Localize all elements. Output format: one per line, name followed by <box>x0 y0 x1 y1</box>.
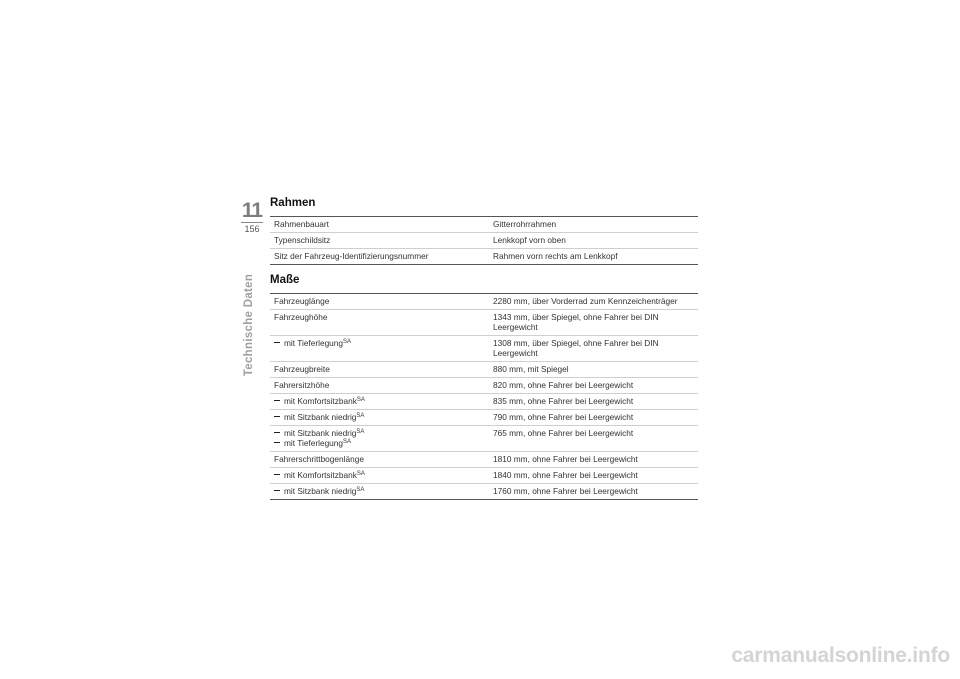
row-label-sub <box>270 394 489 410</box>
sub-label: mit Komfortsitzbank <box>284 396 357 406</box>
row-label-sub <box>270 484 489 500</box>
option-marker: SA <box>356 487 365 493</box>
chapter-number: 11 <box>241 199 263 222</box>
row-value: 1810 mm, ohne Fahrer bei Leergewicht <box>489 452 698 468</box>
row-value: 820 mm, ohne Fahrer bei Leergewicht <box>489 378 698 394</box>
row-label: Fahrzeughöhe <box>270 310 489 336</box>
section-heading-rahmen: Rahmen <box>270 197 316 209</box>
table-row <box>270 378 698 394</box>
row-value: 1760 mm, ohne Fahrer bei Leergewicht <box>489 484 698 500</box>
row-value: Lenkkopf vorn oben <box>489 233 698 249</box>
dash-icon <box>274 416 280 417</box>
table-row <box>270 394 698 410</box>
side-chapter-title-text: Technische Daten <box>243 273 255 377</box>
dash-icon <box>274 342 280 343</box>
row-label: Sitz der Fahrzeug-Identifizierungsnummer <box>270 249 489 265</box>
row-value: 1343 mm, über Spiegel, ohne Fahrer bei DIN Leergewicht <box>489 310 698 336</box>
option-marker: SA <box>343 439 352 445</box>
row-value: 835 mm, ohne Fahrer bei Leergewicht <box>489 394 698 410</box>
row-value: Rahmen vorn rechts am Lenkkopf <box>489 249 698 265</box>
row-value: 1308 mm, über Spiegel, ohne Fahrer bei DIN Leergewicht <box>489 336 698 362</box>
table-row <box>270 426 698 452</box>
table-row <box>270 452 698 468</box>
table-row <box>270 336 698 362</box>
row-label: Fahrerschrittbogenlänge <box>270 452 489 468</box>
spec-table-masse <box>270 293 698 500</box>
row-label: Typenschildsitz <box>270 233 489 249</box>
dash-icon <box>274 400 280 401</box>
sub-label: mit Komfortsitzbank <box>284 470 357 480</box>
table-row <box>270 410 698 426</box>
row-label-sub <box>270 426 489 452</box>
option-marker: SA <box>356 413 365 419</box>
option-marker: SA <box>356 397 365 403</box>
option-marker: SA <box>356 429 365 435</box>
option-marker: SA <box>343 339 352 345</box>
option-marker: SA <box>356 471 365 477</box>
row-label: Rahmenbauart <box>274 219 329 229</box>
row-value: 880 mm, mit Spiegel <box>489 362 698 378</box>
dash-icon <box>274 442 280 443</box>
row-label-sub <box>270 468 489 484</box>
spec-table-rahmen <box>270 216 698 265</box>
sub-label: mit Tieferlegung <box>284 438 344 448</box>
chapter-tab <box>241 201 263 235</box>
table-row <box>270 217 698 233</box>
table-row <box>270 468 698 484</box>
page-content <box>270 196 698 500</box>
dash-icon <box>274 432 280 433</box>
dash-icon <box>274 474 280 475</box>
side-chapter-title <box>224 250 274 400</box>
row-value: Gitterrohrrahmen <box>493 219 557 229</box>
row-value: 1840 mm, ohne Fahrer bei Leergewicht <box>489 468 698 484</box>
row-value: 765 mm, ohne Fahrer bei Leergewicht <box>489 426 698 452</box>
row-label-sub <box>270 336 489 362</box>
row-label: Fahrzeuglänge <box>274 296 330 306</box>
watermark: carmanualsonline.info <box>731 644 950 667</box>
row-value: 2280 mm, über Vorderrad zum Kennzeichenträger <box>493 296 678 306</box>
row-label: Fahrersitzhöhe <box>270 378 489 394</box>
table-row <box>270 233 698 249</box>
table-row <box>270 310 698 336</box>
chapter-divider <box>241 222 263 223</box>
sub-label: mit Sitzbank niedrig <box>284 486 357 496</box>
table-row <box>270 249 698 265</box>
table-row <box>270 484 698 500</box>
row-label: Fahrzeugbreite <box>270 362 489 378</box>
sub-label: mit Sitzbank niedrig <box>284 428 357 438</box>
sub-label: mit Tieferlegung <box>284 338 344 348</box>
row-label-sub <box>270 410 489 426</box>
section-heading-masse: Maße <box>270 274 300 286</box>
sub-label: mit Sitzbank niedrig <box>284 412 357 422</box>
row-value: 790 mm, ohne Fahrer bei Leergewicht <box>489 410 698 426</box>
table-row <box>270 362 698 378</box>
table-row <box>270 294 698 310</box>
dash-icon <box>274 490 280 491</box>
page-number: 156 <box>244 224 260 234</box>
